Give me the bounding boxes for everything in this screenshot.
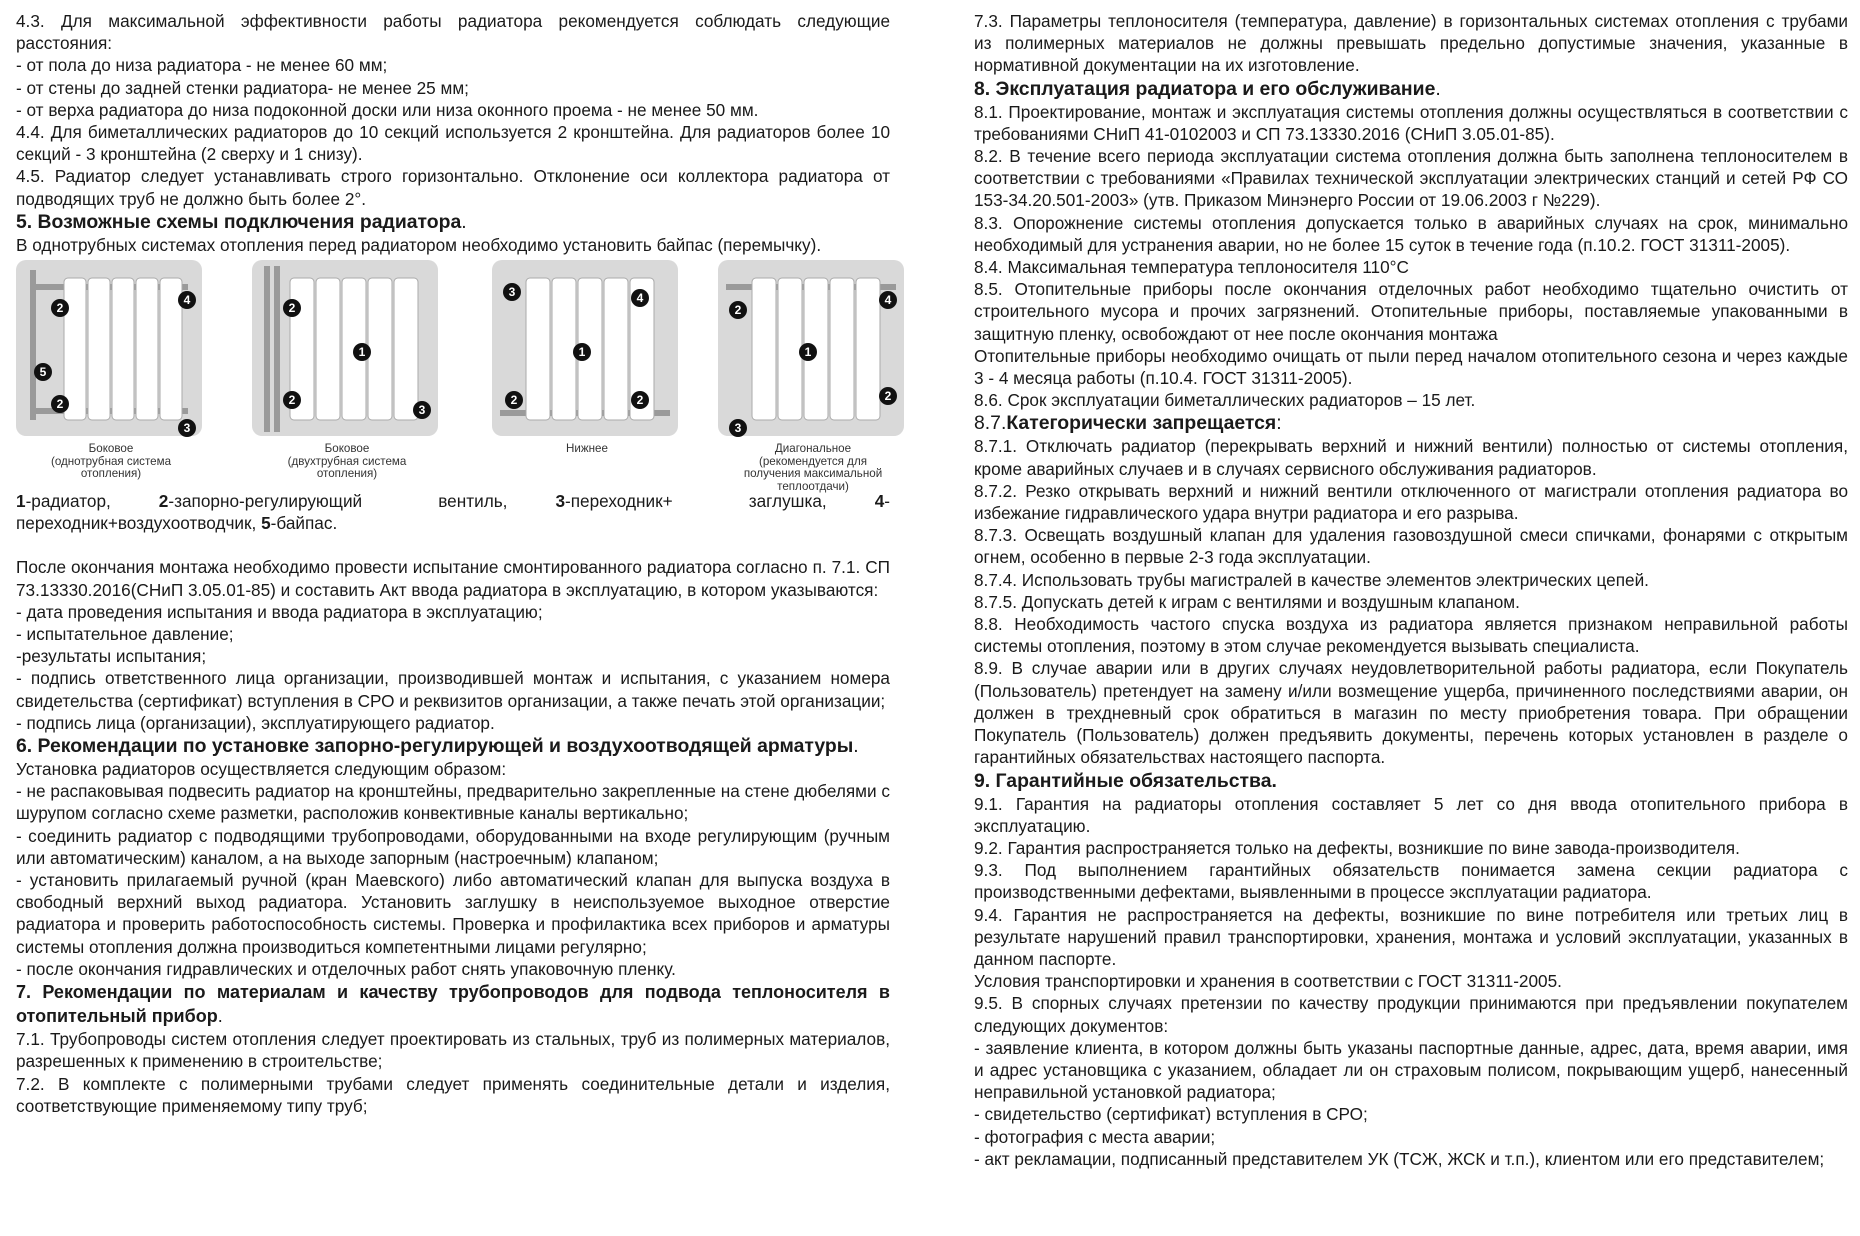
para-6: Установка радиаторов осуществляется следующим образом:: [16, 759, 507, 780]
para-9-5-c: - фотография с места аварии;: [974, 1126, 1216, 1147]
heading-8: 8. Эксплуатация радиатора и его обслуживание.: [974, 77, 1441, 100]
test-item-3: -результаты испытания;: [16, 646, 207, 667]
para-4-3: 4.3. Для максимальной эффективности работы радиатора рекомендуется соблюдать следующие расстояния:: [16, 11, 890, 54]
para-8-5-b: Отопительные приборы необходимо очищать от пыли перед началом отопительного сезона и через каждые 3 - 4 месяца работы (п.10.4. ГОСТ 31311-2005).: [974, 345, 1848, 389]
svg-text:3: 3: [183, 421, 191, 436]
para-7-3: 7.3. Параметры теплоносителя (температура, давление) в горизонтальных системах отопления с трубами из полимерных материалов не должны превышать предельно допустимые значения, указанные в нормативной документации на их изготовление.: [974, 11, 1848, 76]
scheme-side-two-pipe: [252, 260, 442, 481]
para-8-1: 8.1. Проектирование, монтаж и эксплуатация системы отопления должны осуществляться в соответствии с требованиями СНиП 41-0102003 и СП 73.13330.2016 (СНиП 3.05.01-85).: [974, 101, 1848, 144]
test-item-1: - дата проведения испытания и ввода радиатора в эксплуатацию;: [16, 601, 543, 622]
para-9-5-a: - заявление клиента, в котором должны быть указаны паспортные данные, адрес, дата, время аварии, имя и адрес установщика с указанием, обладает ли он страховым полисом, покрывающим ущерб, нанесенный неправильной установкой радиатора;: [974, 1037, 1848, 1103]
scheme-4-image: [718, 260, 908, 440]
para-8-8: 8.8. Необходимость частого спуска воздуха из радиатора является признаком неправильной работы системы отопления, поэтому в этом случае рекомендуется вызывать специалиста.: [974, 614, 1848, 657]
svg-text:2: 2: [288, 301, 296, 316]
svg-text:2: 2: [636, 393, 644, 408]
scheme-3-image: [492, 260, 682, 440]
left-column: [16, 10, 890, 1117]
para-9-4-b: Условия транспортировки и хранения в соответствии с ГОСТ 31311-2005.: [974, 971, 1562, 992]
para-8-2: 8.2. В течение всего периода эксплуатации система отопления должна быть заполнена теплоносителем в соответствии с требованиями «Правилах технической эксплуатации электрических станций и сетей РФ СО 153-34.20.501-2003» (утв. Приказом Минэнерго России от 19.06.2003 г №229).: [974, 146, 1848, 211]
para-8-6: 8.6. Срок эксплуатации биметаллических радиаторов – 15 лет.: [974, 390, 1476, 411]
para-7-2: 7.2. В комплекте с полимерными трубами следует применять соединительные детали и изделия, соответствующие применяемому типу труб;: [16, 1073, 890, 1116]
svg-text:4: 4: [183, 293, 191, 308]
scheme-1-caption: Боковое (однотрубная система отопления): [50, 442, 172, 481]
para-8-7-3: 8.7.3. Освещать воздушный клапан для удаления газовоздушной смеси спичками, фонарями с открытым огнем, особенно в первые 2-3 года эксплуатации.: [974, 525, 1848, 568]
heading-6: 6. Рекомендации по установке запорно-регулирующей и воздухоотводящей арматуры.: [16, 735, 859, 758]
scheme-4-caption: Диагональное (рекомендуется для получения максимальной теплоотдачи): [743, 442, 883, 493]
para-8-7-5: 8.7.5. Допускать детей к играм с вентилями и воздушным клапаном.: [974, 591, 1520, 612]
heading-8-7: 8.7.Категорически запрещается:: [974, 412, 1282, 435]
scheme-2-caption: Боковое (двухтрубная система отопления): [287, 442, 407, 481]
scheme-2-image: [252, 260, 442, 440]
svg-text:2: 2: [56, 397, 64, 412]
para-5: В однотрубных системах отопления перед радиатором необходимо установить байпас (перемычку).: [16, 234, 822, 255]
svg-text:3: 3: [418, 403, 426, 418]
svg-text:5: 5: [39, 365, 47, 380]
svg-text:1: 1: [578, 345, 586, 360]
svg-text:3: 3: [508, 285, 516, 300]
para-6-d: - после окончания гидравлических и отделочных работ снять упаковочную пленку.: [16, 958, 676, 979]
para-4-4: 4.4. Для биметаллических радиаторов до 10 секций используется 2 кронштейна. Для радиаторов более 10 секций - 3 кронштейна (2 сверху и 1 снизу).: [16, 122, 890, 165]
right-column: [974, 10, 1848, 1170]
para-9-5-d: - акт рекламации, подписанный представителем УК (ТСЖ, ЖСК и т.п.), клиентом или его представителем;: [974, 1148, 1825, 1169]
svg-text:1: 1: [804, 345, 812, 360]
para-4-5: 4.5. Радиатор следует устанавливать строго горизонтально. Отклонение оси коллектора радиатора от подводящих труб не должно быть более 2°.: [16, 166, 890, 209]
para-6-c: - установить прилагаемый ручной (кран Маевского) либо автоматический клапан для выпуска воздуха в свободный верхний выход радиатора. Установить заглушку в неиспользуемое выходное отверстие радиатора и проверить работоспособность системы. Проверка и профилактика всех приборов и арматуры системы отопления должна производиться компетентными лицами регулярно;: [16, 870, 890, 957]
scheme-1-image: [16, 260, 206, 440]
para-6-b: - соединить радиатор с подводящими трубопроводами, оборудованными на входе регулирующим (ручным или автоматическим) каналом, а на выходе запорным (настроечным) клапаном;: [16, 825, 890, 868]
para-8-3: 8.3. Опорожнение системы отопления допускается только в аварийных случаях на срок, минимально необходимый для устранения аварии, но не более 15 суток в течение года (п.10.2. ГОСТ 31311-2005).: [974, 212, 1848, 255]
heading-9: 9. Гарантийные обязательства.: [974, 769, 1277, 792]
svg-text:4: 4: [884, 293, 892, 308]
para-9-5: 9.5. В спорных случаях претензии по качеству продукции принимаются при предъявлении покупателем следующих документов:: [974, 993, 1848, 1036]
para-9-3: 9.3. Под выполнением гарантийных обязательств понимается замена секции радиатора с производственными дефектами, выявленными в процессе эксплуатации радиатора.: [974, 860, 1848, 903]
svg-text:2: 2: [56, 301, 64, 316]
scheme-side-single-pipe: [16, 260, 206, 481]
para-9-2: 9.2. Гарантия распространяется только на дефекты, возникшие по вине завода-производителя.: [974, 837, 1740, 858]
svg-text:2: 2: [288, 393, 296, 408]
test-item-4: - подпись ответственного лица организации, производившей монтаж и испытания, с указанием номера свидетельства (сертификат) вступления в СРО и реквизитов организации, а также печать этой организации;: [16, 668, 890, 711]
svg-text:2: 2: [884, 389, 892, 404]
para-9-5-b: - свидетельство (сертификат) вступления в СРО;: [974, 1104, 1368, 1125]
para-8-9: 8.9. В случае аварии или в других случаях неудовлетворительной работы радиатора, если Покупатель (Пользователь) претендует на замену и/или возмещение ущерба, причиненного последствиями аварии, он должен в трехдневный срок обратиться в магазин по месту приобретения товара. При обращении Покупатель (Пользователь) должен предъявить документы, перечень которых установлен в разделе о гарантийных обязательствах настоящего паспорта.: [974, 658, 1848, 768]
para-8-5: 8.5. Отопительные приборы после окончания отделочных работ необходимо тщательно очистить от строительного мусора и прочих загрязнений. Отопительные приборы, поставляемые упакованными в защитную пленку, освобождают от нее после окончания монтажа: [974, 279, 1848, 344]
para-8-7-2: 8.7.2. Резко открывать верхний и нижний вентили отключенного от магистрали отопления радиатора во избежание гидравлического удара внутри радиатора и его разрыва.: [974, 480, 1848, 524]
para-8-7-1: 8.7.1. Отключать радиатор (перекрывать верхний и нижний вентили) полностью от системы отопления, кроме аварийных случаев и в случаях сервисного обслуживания радиаторов.: [974, 436, 1848, 479]
svg-text:3: 3: [734, 421, 742, 436]
svg-text:2: 2: [510, 393, 518, 408]
para-7-1: 7.1. Трубопроводы систем отопления следует проектировать из стальных, труб из полимерных материалов, разрешенных к применению в строительстве;: [16, 1029, 890, 1072]
para-8-7-4: 8.7.4. Использовать трубы магистралей в качестве элементов электрических цепей.: [974, 569, 1649, 590]
heading-7: 7. Рекомендации по материалам и качеству трубопроводов для подвода теплоносителя в отопительный прибор.: [16, 982, 890, 1027]
scheme-3-caption: Нижнее: [566, 442, 608, 456]
scheme-bottom: [492, 260, 682, 456]
para-9-1: 9.1. Гарантия на радиаторы отопления составляет 5 лет со дня ввода отопительного прибора в эксплуатацию.: [974, 793, 1848, 836]
heading-5: 5. Возможные схемы подключения радиатора.: [16, 210, 467, 233]
para-test: После окончания монтажа необходимо провести испытание смонтированного радиатора согласно п. 7.1. СП 73.13330.2016(СНиП 3.05.01-85) и составить Акт ввода радиатора в эксплуатацию, в котором указываются:: [16, 557, 890, 600]
para-9-4: 9.4. Гарантия не распространяется на дефекты, возникшие по вине потребителя или третьих лиц в результате нарушений правил транспортировки, хранения, монтажа и условий эксплуатации, указанных в данном паспорте.: [974, 904, 1848, 969]
test-item-5: - подпись лица (организации), эксплуатирующего радиатор.: [16, 712, 495, 733]
svg-text:1: 1: [358, 345, 366, 360]
para-4-3-b: - от стены до задней стенки радиатора- не менее 25 мм;: [16, 77, 469, 98]
para-4-3-c: - от верха радиатора до низа подоконной доски или низа оконного проема - не менее 50 мм.: [16, 99, 759, 120]
test-item-2: - испытательное давление;: [16, 624, 234, 645]
para-8-4: 8.4. Максимальная температура теплоносителя 110°С: [974, 257, 1409, 278]
connection-schemes: [16, 260, 892, 493]
scheme-legend: 1-радиатор, 2-запорно-регулирующий вентиль, 3-переходник+ заглушка, 4-переходник+воздухоотводчик, 5-байпас.: [16, 491, 890, 534]
scheme-diagonal: [718, 260, 908, 493]
para-6-a: - не распаковывая подвесить радиатор на кронштейны, предварительно закрепленные на стене дюбелями с шурупом согласно схеме разметки, расположив конвективные каналы вертикально;: [16, 781, 890, 824]
para-4-3-a: - от пола до низа радиатора - не менее 60 мм;: [16, 55, 388, 76]
svg-text:4: 4: [636, 291, 644, 306]
svg-text:2: 2: [734, 303, 742, 318]
